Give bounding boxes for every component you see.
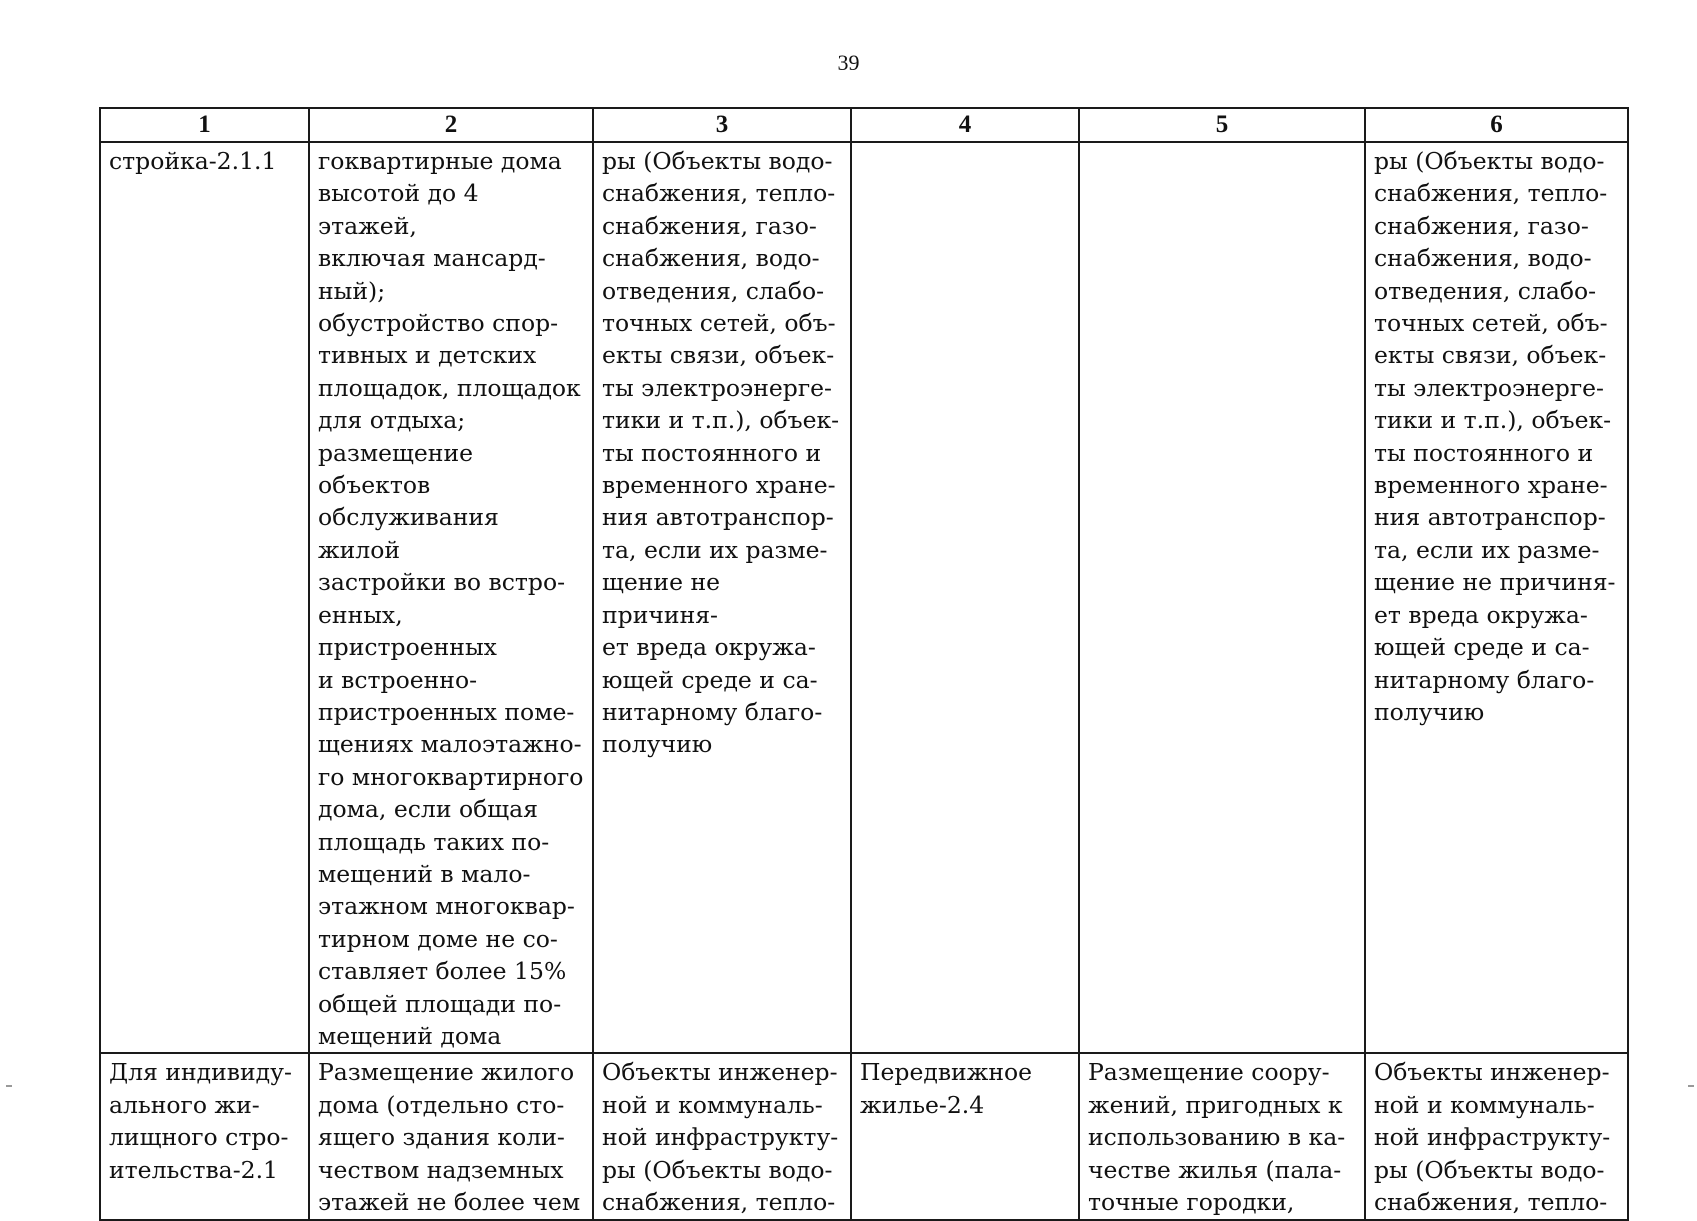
column-header-5: 5 [1079,108,1365,142]
table-row [100,142,1628,1053]
scan-artifact-left [6,1085,12,1087]
page-number: 39 [837,50,860,75]
table-cell [851,142,1079,1053]
table-cell: Объекты инженер- ной и коммуналь- ной инфраструкту- ры (Объекты водо- снабжения, тепло- [593,1053,851,1220]
table-cell [1079,142,1365,1053]
column-header-1: 1 [100,108,309,142]
table-cell: стройка-2.1.1 [100,142,309,1053]
land-use-table [99,107,1629,1221]
table-cell: Объекты инженер- ной и коммуналь- ной инфраструкту- ры (Объекты водо- снабжения, тепло- [1365,1053,1628,1220]
header-row [100,108,1628,142]
table-cell: Передвижное жилье-2.4 [851,1053,1079,1220]
table-cell: гоквартирные дома высотой до 4 этажей, включая мансард- ный); обустройство спор- тивных и детских площадок, площадок для отдыха; размещение объектов обслуживания жилой застройки во встро- енных, пристроенных и встроенно- пристроенных поме- щениях малоэтажно- го многоквартирного дома, если общая площадь таких по- мещений в мало- этажном многоквар- тирном доме не со- ставляет более 15% общей площади по- мещений дома [309,142,593,1053]
column-header-4: 4 [851,108,1079,142]
column-header-6: 6 [1365,108,1628,142]
scan-artifact-right [1688,1085,1694,1087]
table-cell: ры (Объекты водо- снабжения, тепло- снабжения, газо- снабжения, водо- отведения, слабо- точных сетей, объ- екты связи, объек- ты электроэнерге- тики и т.п.), объек- ты постоянного и временного хране- ния автотранспор- та, если их разме- щение не причиня- ет вреда окружа- ющей среде и са- нитарному благо- получию [1365,142,1628,1053]
table-cell: ры (Объекты водо- снабжения, тепло- снабжения, газо- снабжения, водо- отведения, слабо- точных сетей, объ- екты связи, объек- ты электроэнерге- тики и т.п.), объек- ты постоянного и временного хране- ния автотранспор- та, если их разме- щение не причиня- ет вреда окружа- ющей среде и са- нитарному благо- получию [593,142,851,1053]
table-cell: Для индивиду- ального жи- лищного стро- ительства-2.1 [100,1053,309,1220]
column-header-3: 3 [593,108,851,142]
table-cell: Размещение соору- жений, пригодных к использованию в ка- честве жилья (пала- точные городки, [1079,1053,1365,1220]
table-row [100,1053,1628,1220]
column-header-2: 2 [309,108,593,142]
table-cell: Размещение жилого дома (отдельно сто- ящего здания коли- чеством надземных этажей не более чем [309,1053,593,1220]
